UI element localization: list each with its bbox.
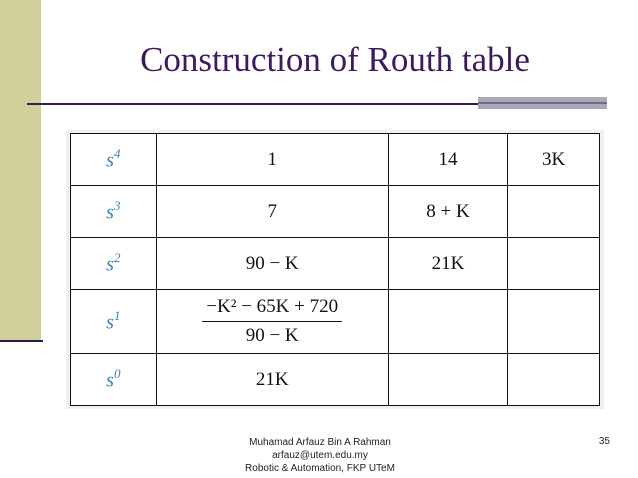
- fraction-denominator: 90 − K: [245, 325, 299, 346]
- row-label: $s^0$: [71, 354, 157, 406]
- routh-table-frame: [66, 130, 604, 409]
- slide-footer: [240, 436, 400, 475]
- table-cell: 7: [156, 186, 388, 238]
- table-cell: 1: [156, 134, 388, 186]
- table-cell: [508, 354, 600, 406]
- row-label: $s^1$: [71, 290, 157, 354]
- table-cell: 21K: [156, 354, 388, 406]
- table-row: [71, 354, 600, 406]
- table-row: [71, 290, 600, 354]
- table-cell: 90 − K: [156, 238, 388, 290]
- row-label: $s^2$: [71, 238, 157, 290]
- slide-title: Construction of Routh table: [140, 40, 530, 79]
- table-cell: [508, 186, 600, 238]
- table-row: [71, 134, 600, 186]
- table-row: [71, 186, 600, 238]
- page-number: 35: [598, 436, 610, 447]
- footer-affiliation: Robotic & Automation, FKP UTeM: [245, 463, 395, 474]
- fraction: [202, 296, 342, 347]
- table-cell: 14: [388, 134, 508, 186]
- table-cell: [508, 290, 600, 354]
- table-cell: 21K: [388, 238, 508, 290]
- footer-author: Muhamad Arfauz Bin A Rahman: [249, 437, 391, 448]
- row-label: $s^4$: [71, 134, 157, 186]
- table-row: [71, 238, 600, 290]
- fraction-cell: [156, 290, 388, 354]
- footer-email: arfauz@utem.edu.my: [272, 450, 368, 461]
- routh-table: [70, 133, 600, 406]
- table-cell: 3K: [508, 134, 600, 186]
- row-label: $s^3$: [71, 186, 157, 238]
- table-cell: [508, 238, 600, 290]
- table-cell: [388, 290, 508, 354]
- table-cell: [388, 354, 508, 406]
- table-cell: 8 + K: [388, 186, 508, 238]
- left-accent-underline: [0, 340, 43, 342]
- fraction-numerator: −K² − 65K + 720: [202, 296, 342, 322]
- title-rule-block-line: [478, 102, 607, 104]
